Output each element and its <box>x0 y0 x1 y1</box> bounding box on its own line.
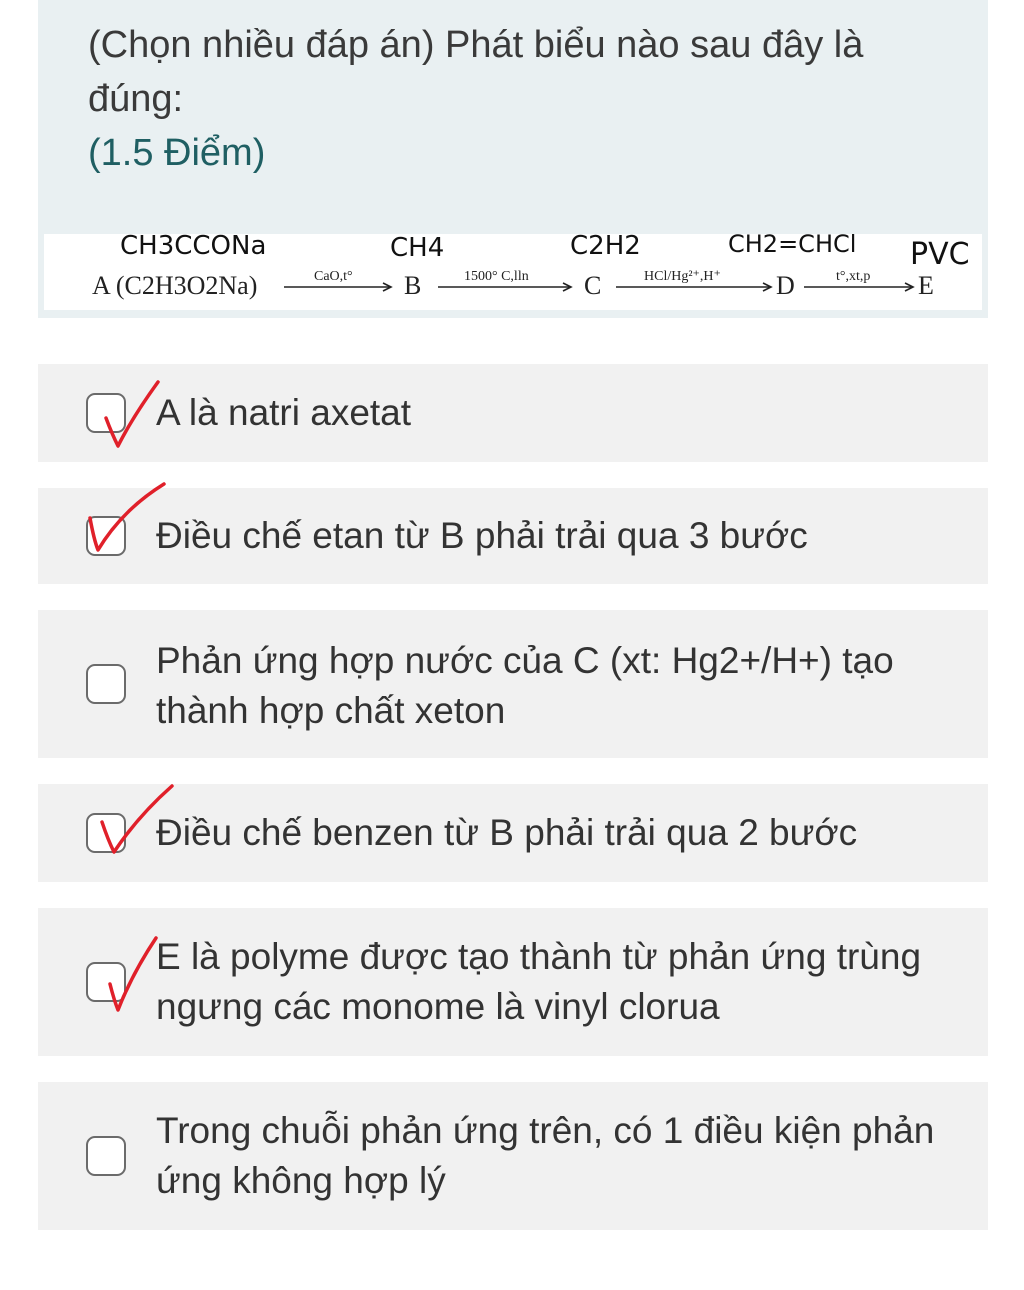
option-6-label: Trong chuỗi phản ứng trên, có 1 điều kiện phản ứng không hợp lý <box>156 1110 935 1201</box>
option-1-checkbox[interactable] <box>86 393 126 433</box>
condition-de: t°,xt,p <box>836 269 871 284</box>
compound-a: A (C2H3O2Na) <box>92 271 258 300</box>
option-1-label: A là natri axetat <box>156 392 412 433</box>
option-3[interactable] <box>38 610 988 758</box>
option-5[interactable] <box>38 908 988 1056</box>
handwritten-b: CH4 <box>390 234 445 263</box>
handwritten-d: CH2=CHCl <box>728 234 857 258</box>
option-2-label: Điều chế etan từ B phải trải qua 3 bước <box>156 515 808 556</box>
handwritten-c: C2H2 <box>570 234 641 261</box>
question-header <box>38 0 988 318</box>
condition-ab: CaO,t° <box>314 269 353 284</box>
condition-bc: 1500° C,lln <box>464 269 529 284</box>
option-1[interactable] <box>38 364 988 462</box>
option-5-label: E là polyme được tạo thành từ phản ứng trùng ngưng các monome là vinyl clorua <box>156 936 922 1027</box>
question-points: (1.5 Điểm) <box>88 132 266 174</box>
option-5-checkbox[interactable] <box>86 962 126 1002</box>
option-2-checkbox[interactable] <box>86 516 126 556</box>
option-2[interactable] <box>38 488 988 584</box>
option-6[interactable] <box>38 1082 988 1230</box>
condition-cd: HCl/Hg²⁺,H⁺ <box>644 269 721 284</box>
option-4[interactable] <box>38 784 988 882</box>
option-4-label: Điều chế benzen từ B phải trải qua 2 bước <box>156 812 858 853</box>
reaction-scheme-diagram <box>44 234 982 310</box>
option-3-checkbox[interactable] <box>86 664 126 704</box>
option-4-checkbox[interactable] <box>86 813 126 853</box>
question-title: (Chọn nhiều đáp án) Phát biểu nào sau đây là đúng: <box>88 24 864 120</box>
option-6-checkbox[interactable] <box>86 1136 126 1176</box>
compound-d: D <box>776 271 795 300</box>
reaction-scheme <box>44 234 982 310</box>
handwritten-e: PVC <box>910 237 970 272</box>
compound-c: C <box>584 271 602 300</box>
option-3-label: Phản ứng hợp nước của C (xt: Hg2+/H+) tạo thành hợp chất xeton <box>156 640 894 731</box>
compound-b: B <box>404 271 422 300</box>
handwritten-a: CH3CCONa <box>120 234 267 261</box>
compound-e: E <box>918 271 934 300</box>
